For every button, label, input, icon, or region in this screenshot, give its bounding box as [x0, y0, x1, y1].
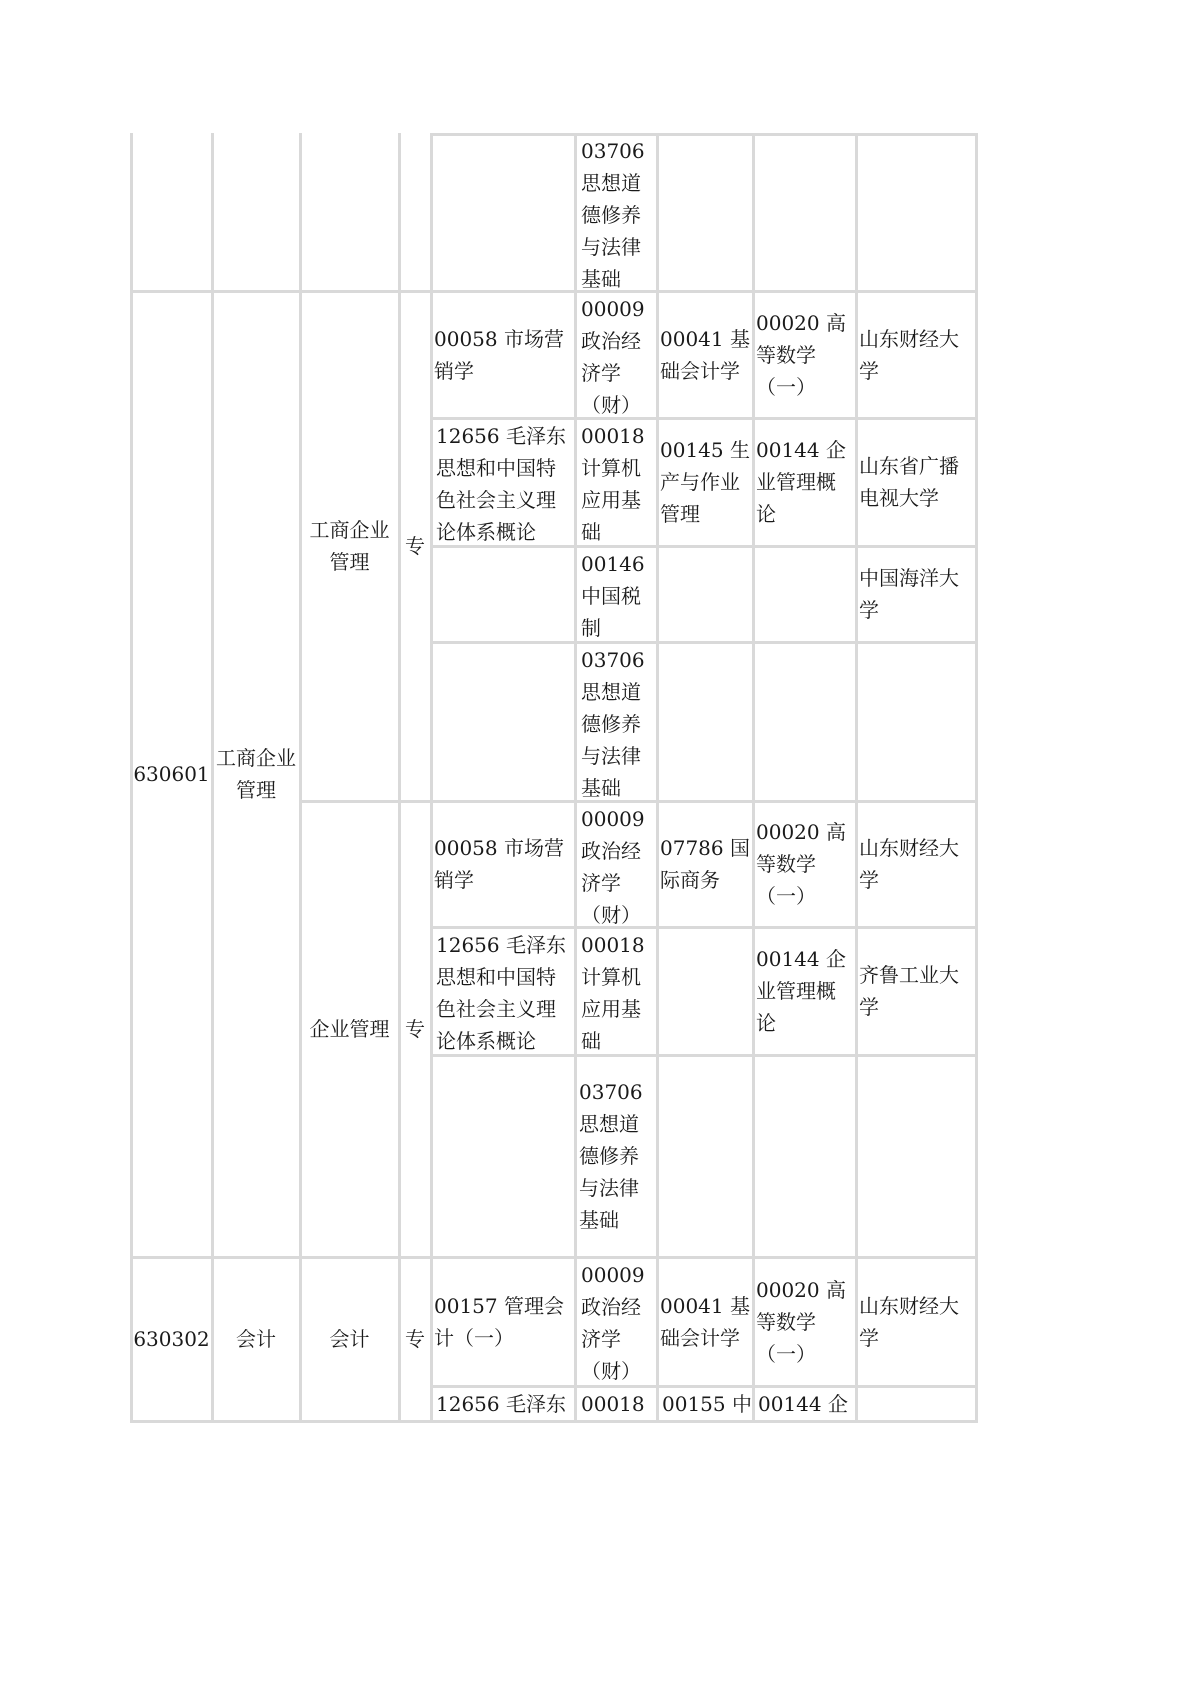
sub-major-name: 工商企业管理 — [309, 518, 390, 574]
course-cell — [660, 1057, 752, 1255]
course-cell — [756, 1057, 854, 1255]
school-cell: 齐鲁工业大学 — [859, 963, 959, 1019]
course-cell: 00009 政治经济学（财） — [581, 807, 645, 925]
course-cell — [434, 548, 574, 640]
sub-major-name: 企业管理 — [309, 1017, 390, 1041]
school-cell — [859, 1388, 975, 1419]
course-cell: 00145 生产与作业管理 — [660, 438, 750, 526]
course-cell — [660, 644, 752, 799]
course-cell — [434, 1057, 574, 1255]
major-code-630302: 630302 — [133, 1327, 210, 1351]
school-cell — [859, 644, 975, 799]
school-cell: 山东财经大学 — [859, 1293, 959, 1350]
grid-line — [656, 133, 659, 1423]
grid-line — [430, 133, 433, 1423]
course-cell: 00144 企 — [758, 1392, 848, 1416]
course-cell — [660, 929, 752, 1053]
course-cell — [660, 548, 752, 640]
course-cell: 12656 毛泽东思想和中国特色社会主义理论体系概论 — [436, 933, 566, 1053]
level-cell: 专 — [405, 1327, 425, 1351]
grid-line — [574, 133, 577, 1423]
grid-line — [752, 133, 755, 1423]
course-cell: 00144 企业管理概论 — [756, 438, 846, 526]
level-cell: 专 — [405, 1017, 425, 1041]
course-cell: 00155 中 — [662, 1392, 752, 1416]
school-cell: 山东财经大学 — [859, 836, 959, 892]
course-cell: 00157 管理会计（一） — [434, 1293, 564, 1350]
course-cell: 00041 基础会计学 — [660, 1293, 750, 1350]
course-cell: 00020 高等数学（一） — [756, 1277, 846, 1366]
course-cell — [756, 644, 854, 799]
course-cell-3706: 03706 思想道德修养与法律基础 — [581, 139, 645, 289]
course-cell: 00009 政治经济学（财） — [581, 297, 645, 416]
grid-line — [855, 133, 858, 1423]
course-cell: 03706 思想道德修养与法律基础 — [579, 1080, 643, 1232]
course-cell: 00020 高等数学（一） — [756, 820, 846, 908]
major-name-630302: 会计 — [236, 1327, 276, 1351]
grid-line — [975, 133, 978, 1423]
course-cell: 00041 基础会计学 — [660, 326, 750, 383]
course-cell: 07786 国际商务 — [660, 836, 750, 892]
course-cell: 00018 计算机应用基础 — [581, 933, 645, 1053]
major-code-630601: 630601 — [133, 761, 210, 786]
major-name-630601: 工商企业管理 — [216, 745, 296, 802]
course-cell: 00058 市场营销学 — [434, 836, 564, 892]
school-cell: 山东财经大学 — [859, 326, 959, 383]
grid-line — [432, 133, 977, 136]
course-cell: 00020 高等数学（一） — [756, 310, 846, 399]
course-cell — [434, 644, 574, 799]
grid-line — [130, 1420, 977, 1423]
course-cell: 00146 中国税制 — [581, 552, 645, 640]
course-cell: 00018 — [581, 1392, 645, 1416]
level-cell: 专 — [405, 534, 425, 558]
course-cell: 00058 市场营销学 — [434, 326, 564, 383]
course-cell: 00144 企业管理概论 — [756, 947, 846, 1035]
school-cell — [859, 1057, 975, 1255]
school-cell: 中国海洋大学 — [859, 566, 959, 622]
course-cell: 03706 思想道德修养与法律基础 — [581, 648, 645, 799]
course-cell — [756, 548, 854, 640]
course-cell: 12656 毛泽东思想和中国特色社会主义理论体系概论 — [436, 424, 566, 544]
sub-major-name: 会计 — [329, 1327, 370, 1351]
course-cell: 00018 计算机应用基础 — [581, 424, 645, 544]
school-cell: 山东省广播电视大学 — [859, 454, 959, 510]
course-cell: 12656 毛泽东 — [436, 1392, 566, 1416]
course-cell: 00009 政治经济学（财） — [581, 1263, 645, 1383]
